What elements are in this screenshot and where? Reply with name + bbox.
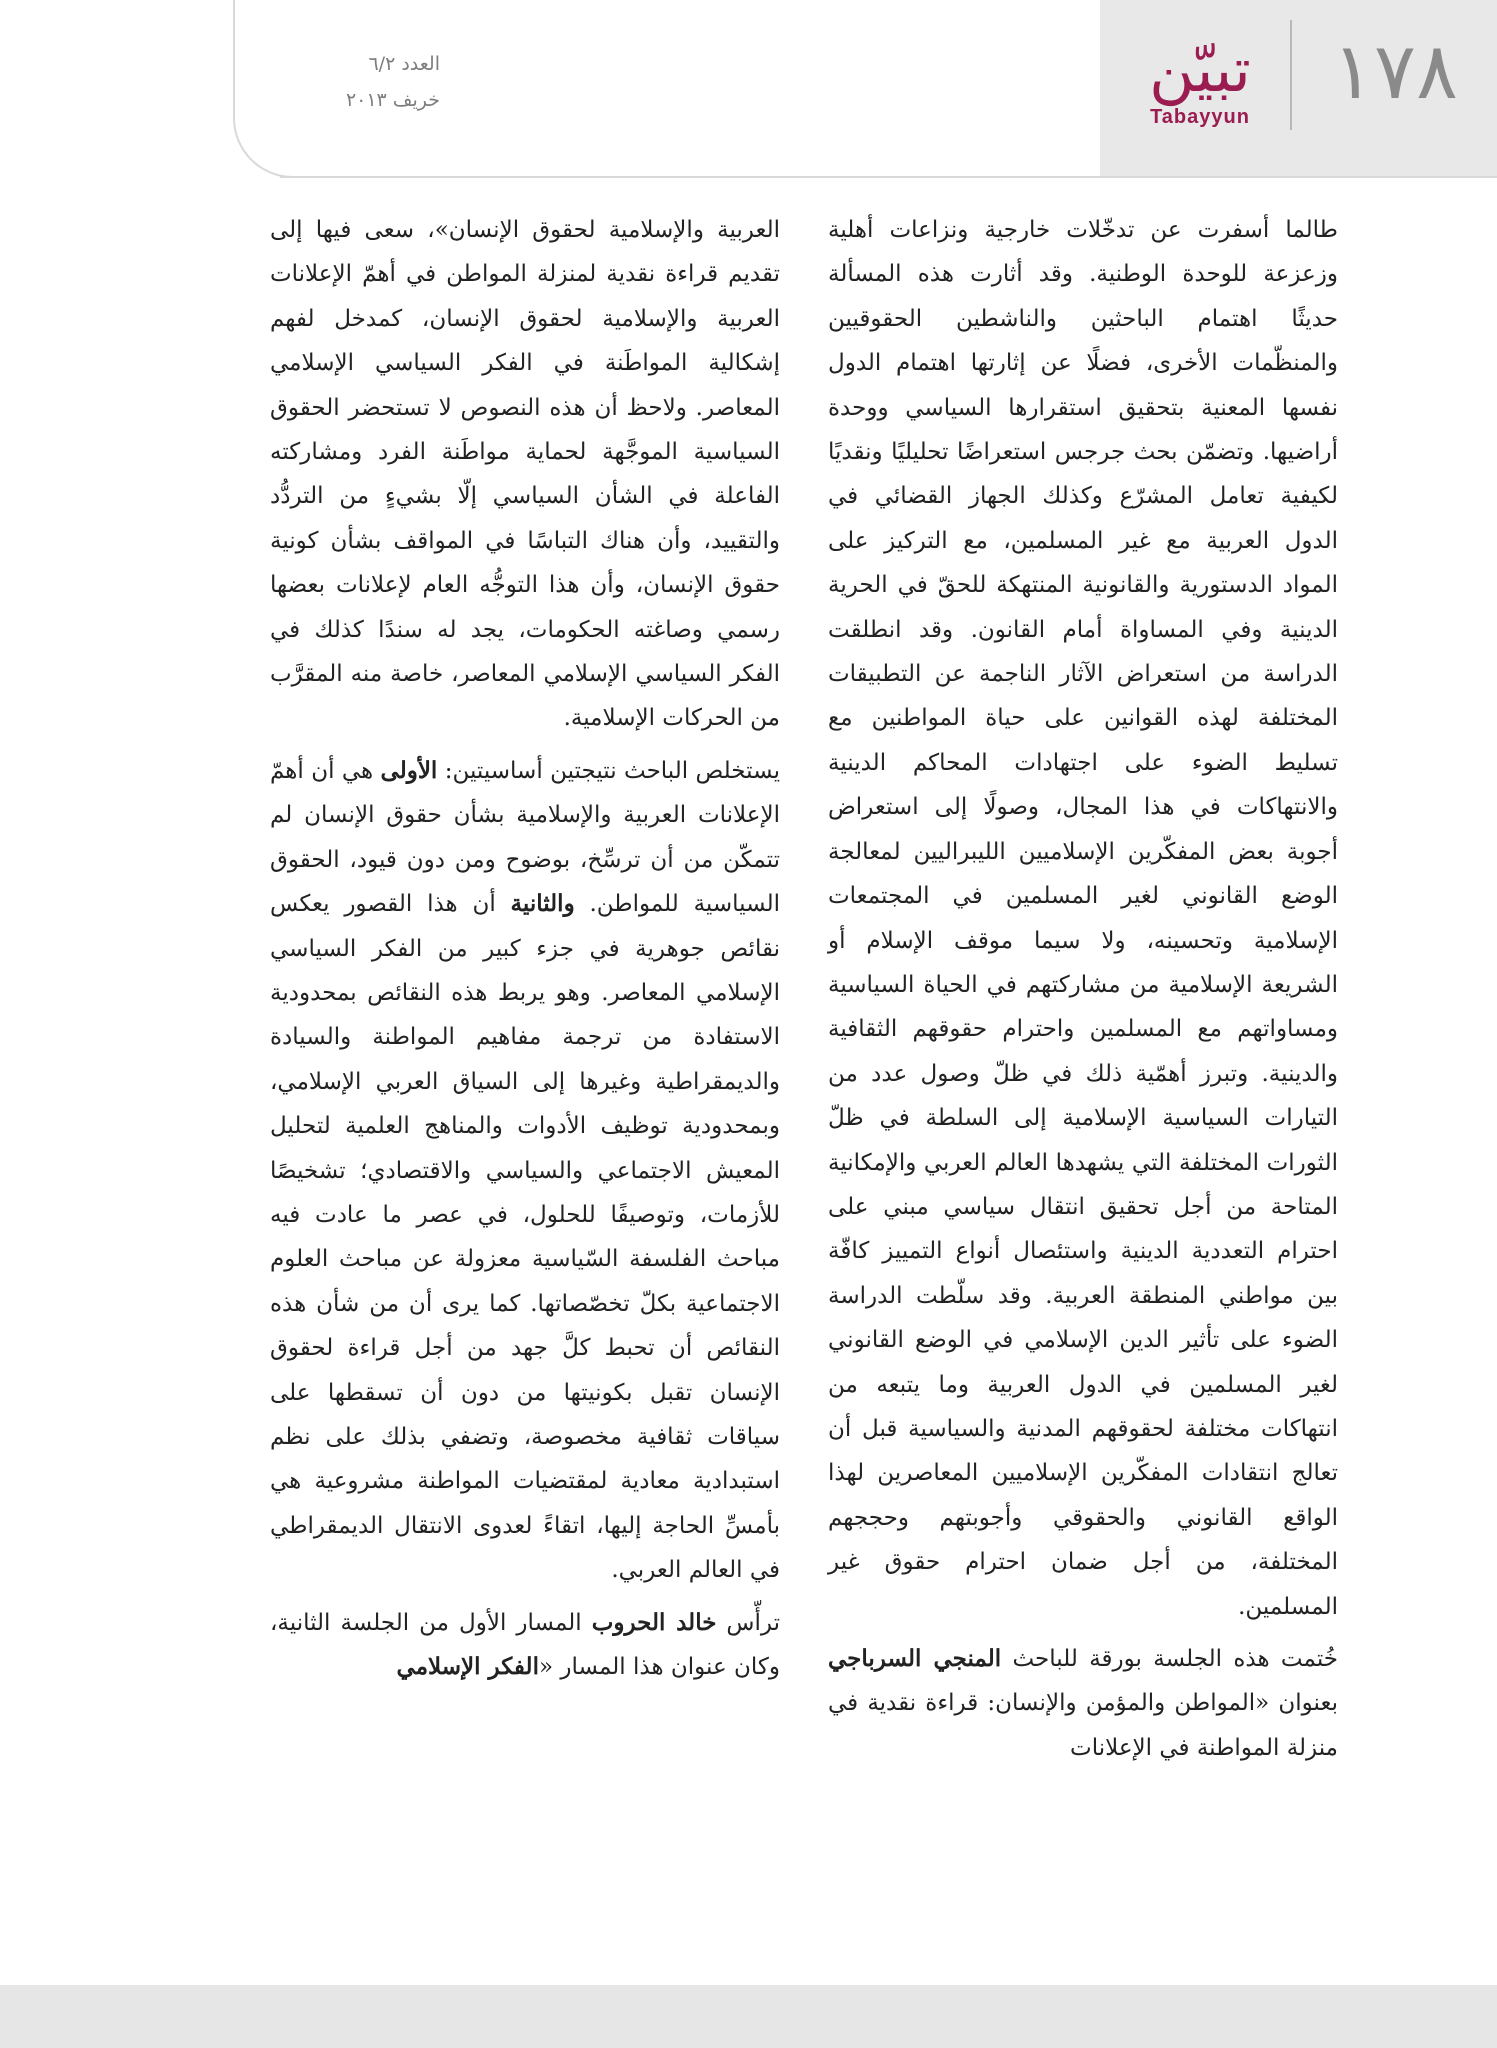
emphasis-second: والثانية (510, 890, 575, 918)
left-paragraph-2 (270, 749, 780, 1593)
header-rule (280, 176, 1497, 178)
text-run: المسار الأول من الجلسة الثانية، وكان عنوان هذا المسار « (270, 1609, 780, 1680)
left-paragraph-3 (270, 1601, 780, 1690)
right-paragraph-2 (828, 1637, 1338, 1770)
issue-info (240, 46, 440, 126)
issue-number: العدد ٦/٢ (368, 53, 440, 75)
issue-season: خريف ٢٠١٣ (345, 89, 440, 111)
page-header (0, 0, 1497, 178)
text-run: يستخلص الباحث نتيجتين أساسيتين: (437, 757, 780, 784)
text-run: ترأّس (716, 1609, 780, 1636)
logo-latin-wordmark: Tabayyun (1150, 106, 1250, 128)
right-paragraph-1: طالما أسفرت عن تدخّلات خارجية ونزاعات أهلية وزعزعة للوحدة الوطنية. وقد أثارت هذه المسألة حديثًا اهتمام الباحثين والناشطين الحقوقيين والمنظّمات الأخرى، فضلًا عن إثارتها اهتمام الدول نفسها المعنية بتحقيق استقرارها السياسي ووحدة أراضيها. وتضمّن بحث جرجس استعراضًا تحليليًا ونقديًا لكيفية تعامل المشرّع وكذلك الجهاز القضائي في الدول العربية مع غير المسلمين، مع التركيز على المواد الدستورية والقانونية المنتهكة للحقّ في الحرية الدينية وفي المساواة أمام القانون. وقد انطلقت الدراسة من استعراض الآثار الناجمة عن التطبيقات المختلفة لهذه القوانين على حياة المواطنين مع تسليط الضوء على اجتهادات المحاكم الدينية والانتهاكات في هذا المجال، وصولًا إلى استعراض أجوبة بعض المفكّرين الإسلاميين الليبراليين لمعالجة الوضع القانوني لغير المسلمين في المجتمعات الإسلامية وتحسينه، ولا سيما موقف الإسلام أو الشريعة الإسلامية من مشاركتهم في الحياة السياسية ومساواتهم مع المسلمين واحترام حقوقهم الثقافية والدينية. وتبرز أهمّية ذلك في ظلّ وصول عدد من التيارات السياسية الإسلامية إلى السلطة في ظلّ الثورات المختلفة التي يشهدها العالم العربي والإمكانية المتاحة من أجل تحقيق انتقال سياسي مبني على احترام التعددية الدينية واستئصال أنواع التمييز كافّة بين مواطني المنطقة العربية. وقد سلّطت الدراسة الضوء على تأثير الدين الإسلامي في الوضع القانوني لغير المسلمين في الدول العربية وما يتبعه من انتهاكات مختلفة لحقوقهم المدنية والسياسية قبل أن تعالج انتقادات المفكّرين الإسلاميين المعاصرين لهذا الواقع القانوني والحقوقي وأجوبتهم وحججهم المختلفة، من أجل ضمان احترام حقوق غير المسلمين. (828, 217, 1338, 1620)
author-name: المنجي السرباجي (828, 1645, 1002, 1672)
left-column (270, 208, 780, 1888)
text-run: أن هذا القصور يعكس نقائص جوهرية في جزء كبير من الفكر السياسي الإسلامي المعاصر. وهو يربط هذه النقائص بمحدودية الاستفادة من ترجمة مفاهيم المواطنة والسيادة والديمقراطية وغيرها إلى السياق العربي الإسلامي، وبمحدودية توظيف الأدوات والمناهج العلمية لتحليل المعيش الاجتماعي والسياسي والاقتصادي؛ تشخيصًا للأزمات، وتوصيفًا للحلول، في عصر ما عادت فيه مباحث الفلسفة السّياسية معزولة عن مباحث العلوم الاجتماعية بكلّ تخصّصاتها. كما يرى أن من شأن هذه النقائص أن تحبط كلَّ جهد من أجل قراءة لحقوق الإنسان تقبل بكونيتها من دون أن تسقطها على سياقات ثقافية مخصوصة، وتضفي بذلك على نظم استبدادية معادية لمقتضيات المواطنة مشروعية هي بأمسِّ الحاجة إليها، اتقاءً لعدوى الانتقال الديمقراطي في العالم العربي. (270, 891, 780, 1584)
left-paragraph-1: العربية والإسلامية لحقوق الإنسان»، سعى فيها إلى تقديم قراءة نقدية لمنزلة المواطن في أهمّ الإعلانات العربية والإسلامية لحقوق الإنسان، كمدخل لفهم إشكالية المواطَنة في الفكر السياسي الإسلامي المعاصر. ولاحظ أن هذه النصوص لا تستحضر الحقوق السياسية الموجَّهة لحماية مواطَنة الفرد ومشاركته الفاعلة في الشأن السياسي إلّا بشيءٍ من التردُّد والتقييد، وأن هناك التباسًا في المواقف بشأن كونية حقوق الإنسان، وأن هذا التوجُّه العام لإعلانات بعضها رسمي وصاغته الحكومات، يجد له سندًا كذلك في الفكر السياسي الإسلامي المعاصر، خاصة منه المقرَّب من الحركات الإسلامية. (270, 217, 780, 732)
chair-name: خالد الحروب (591, 1608, 717, 1636)
page-number: ١٧٨ (1332, 27, 1458, 117)
logo-divider (1290, 20, 1292, 130)
logo-arabic-wordmark: تبيّن (1149, 33, 1251, 106)
text-run: خُتمت هذه الجلسة بورقة للباحث (1001, 1646, 1338, 1672)
emphasis-first: الأولى (380, 756, 438, 784)
right-column (828, 208, 1338, 1888)
tabayyun-logo (1115, 30, 1285, 140)
track-title: الفكر الإسلامي (396, 1653, 539, 1680)
footer-band (0, 1985, 1497, 2048)
text-run: بعنوان «المواطن والمؤمن والإنسان: قراءة نقدية في منزلة المواطنة في الإعلانات (828, 1690, 1338, 1761)
text-run: هي أن أهمّ الإعلانات العربية والإسلامية بشأن حقوق الإنسان لم تتمكّن من أن ترسِّخ، بوضوح ومن دون قيود، الحقوق السياسية للمواطن. (270, 757, 780, 918)
